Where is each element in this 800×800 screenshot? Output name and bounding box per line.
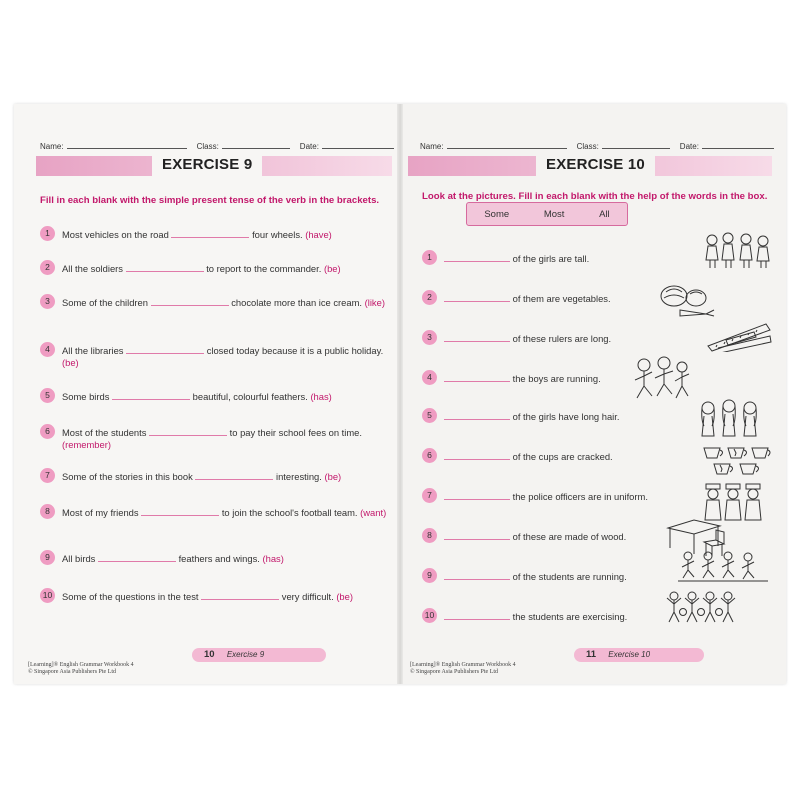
- question-text: [62, 344, 392, 369]
- cups-picture: [700, 444, 772, 480]
- question-number-badge: 8: [40, 504, 55, 519]
- verb-hint: (has): [262, 553, 284, 564]
- question-number-badge: 1: [40, 226, 55, 241]
- question-text: [444, 610, 674, 623]
- question-text: [62, 262, 392, 275]
- credits-title: [Learning]® English Grammar Workbook 4: [28, 662, 134, 668]
- exercise-9-instruction: Fill in each blank with the simple present tense of the verb in the brackets.: [40, 195, 380, 206]
- date-label: Date:: [679, 142, 699, 151]
- answer-blank[interactable]: [444, 490, 510, 500]
- name-label: Name:: [420, 142, 444, 151]
- question-text: [444, 530, 674, 543]
- date-label: Date:: [299, 142, 319, 151]
- question-number-badge: 6: [40, 424, 55, 439]
- question-text: [444, 410, 674, 423]
- rulers-picture: [706, 320, 772, 352]
- question-number-badge: 1: [422, 250, 437, 265]
- question-text-before: All the libraries: [62, 345, 124, 356]
- answer-blank[interactable]: [444, 410, 510, 420]
- question-text-body: of them are vegetables.: [512, 293, 611, 304]
- right-credits: [410, 662, 516, 676]
- question-number-badge: 6: [422, 448, 437, 463]
- word-box-some: Some: [484, 208, 510, 220]
- question-text-body: of the girls have long hair.: [512, 411, 620, 422]
- question-text-body: of the cups are cracked.: [512, 451, 613, 462]
- exercise-10-instruction: Look at the pictures. Fill in each blank with the help of the words in the box.: [422, 191, 768, 202]
- answer-blank[interactable]: [151, 296, 229, 306]
- question-text-body: the police officers are in uniform.: [512, 491, 648, 502]
- name-blank[interactable]: [67, 140, 187, 149]
- question-number-badge: 3: [422, 330, 437, 345]
- left-footer: [192, 648, 326, 662]
- verb-hint: (want): [360, 507, 387, 518]
- running-students-picture: [678, 550, 768, 584]
- question-text-after: feathers and wings.: [178, 553, 260, 564]
- answer-blank[interactable]: [112, 390, 190, 400]
- question-text: [62, 470, 392, 483]
- question-text: [62, 506, 392, 519]
- answer-blank[interactable]: [444, 292, 510, 302]
- question-text: [62, 426, 392, 451]
- question-text: [444, 292, 674, 305]
- question-text-body: of these are made of wood.: [512, 531, 627, 542]
- question-number-badge: 10: [422, 608, 437, 623]
- answer-blank[interactable]: [149, 426, 227, 436]
- answer-blank[interactable]: [444, 610, 510, 620]
- question-text-after: to pay their school fees on time.: [229, 427, 363, 438]
- right-page: [400, 104, 786, 684]
- question-text-before: Some of the children: [62, 297, 148, 308]
- answer-blank[interactable]: [171, 228, 249, 238]
- question-number-badge: 8: [422, 528, 437, 543]
- question-number-badge: 5: [422, 408, 437, 423]
- exercise-10-title: EXERCISE 10: [536, 152, 655, 178]
- answer-blank[interactable]: [98, 552, 176, 562]
- workbook-spread: [14, 104, 786, 684]
- name-label: Name:: [40, 142, 64, 151]
- exercising-students-picture: [666, 588, 742, 630]
- left-header: [40, 140, 394, 151]
- question-text: [444, 450, 674, 463]
- question-text-before: All the soldiers: [62, 263, 123, 274]
- question-number-badge: 9: [40, 550, 55, 565]
- page-gutter: [397, 104, 403, 684]
- question-number-badge: 4: [422, 370, 437, 385]
- question-text: [62, 296, 392, 309]
- question-text-after: chocolate more than ice cream.: [231, 297, 363, 308]
- answer-blank[interactable]: [141, 506, 219, 516]
- answer-blank[interactable]: [201, 590, 279, 600]
- date-blank[interactable]: [702, 140, 774, 149]
- name-blank[interactable]: [447, 140, 567, 149]
- question-text-before: Most of my friends: [62, 507, 139, 518]
- verb-hint: (remember): [62, 439, 111, 450]
- question-text-body: of these rulers are long.: [512, 333, 612, 344]
- question-number-badge: 9: [422, 568, 437, 583]
- class-blank[interactable]: [602, 140, 670, 149]
- verb-hint: (have): [305, 229, 332, 240]
- answer-blank[interactable]: [126, 344, 204, 354]
- footer-exercise-label: Exercise 9: [226, 650, 265, 659]
- exercise-9-title: EXERCISE 9: [152, 152, 262, 178]
- page-number: 11: [586, 649, 597, 660]
- verb-hint: (be): [62, 357, 79, 368]
- question-text-before: Some of the stories in this book: [62, 471, 193, 482]
- right-footer: [574, 648, 704, 662]
- question-text-after: beautiful, colourful feathers.: [192, 391, 308, 402]
- question-text: [444, 490, 674, 503]
- question-text-after: to report to the commander.: [206, 263, 322, 274]
- credits-title: [Learning]® English Grammar Workbook 4: [410, 662, 516, 668]
- question-text-before: All birds: [62, 553, 96, 564]
- page-number: 10: [204, 649, 215, 660]
- question-text-after: to join the school's football team.: [221, 507, 358, 518]
- answer-blank[interactable]: [444, 530, 510, 540]
- girls-picture: [702, 230, 774, 270]
- answer-blank[interactable]: [126, 262, 204, 272]
- answer-blank[interactable]: [195, 470, 273, 480]
- question-number-badge: 5: [40, 388, 55, 403]
- class-label: Class:: [196, 142, 219, 151]
- word-box-all: All: [599, 208, 610, 220]
- question-text: [444, 252, 674, 265]
- left-credits: [28, 662, 134, 676]
- question-number-badge: 2: [422, 290, 437, 305]
- credits-copyright: © Singapore Asia Publishers Pte Ltd: [410, 669, 499, 675]
- answer-blank[interactable]: [444, 450, 510, 460]
- question-text-after: closed today because it is a public holiday.: [206, 345, 384, 356]
- question-text: [444, 332, 674, 345]
- question-text-before: Some of the questions in the test: [62, 591, 199, 602]
- left-page: [14, 104, 400, 684]
- verb-hint: (has): [310, 391, 332, 402]
- credits-copyright: © Singapore Asia Publishers Pte Ltd: [28, 669, 117, 675]
- word-box: [466, 202, 628, 226]
- answer-blank[interactable]: [444, 372, 510, 382]
- question-text-body: the students are exercising.: [512, 611, 628, 622]
- question-text: [62, 552, 392, 565]
- answer-blank[interactable]: [444, 570, 510, 580]
- question-number-badge: 4: [40, 342, 55, 357]
- footer-exercise-label: Exercise 10: [608, 650, 651, 659]
- question-text: [444, 570, 674, 583]
- question-number-badge: 7: [422, 488, 437, 503]
- question-text-after: four wheels.: [252, 229, 303, 240]
- question-text-body: of the girls are tall.: [512, 253, 590, 264]
- class-label: Class:: [576, 142, 599, 151]
- class-blank[interactable]: [222, 140, 290, 149]
- verb-hint: (like): [364, 297, 385, 308]
- question-text-after: very difficult.: [281, 591, 334, 602]
- right-header: [420, 140, 774, 151]
- question-number-badge: 7: [40, 468, 55, 483]
- question-number-badge: 10: [40, 588, 55, 603]
- vegetables-picture: [658, 280, 718, 320]
- question-number-badge: 3: [40, 294, 55, 309]
- verb-hint: (be): [336, 591, 353, 602]
- question-text-before: Some birds: [62, 391, 110, 402]
- long-hair-girls-picture: [698, 398, 760, 440]
- answer-blank[interactable]: [444, 332, 510, 342]
- question-text-body: of the students are running.: [512, 571, 627, 582]
- verb-hint: (be): [324, 471, 342, 482]
- running-boys-picture: [632, 356, 692, 404]
- word-box-most: Most: [543, 208, 565, 220]
- question-text: [62, 390, 392, 403]
- question-text-before: Most vehicles on the road: [62, 229, 169, 240]
- verb-hint: (be): [323, 263, 341, 274]
- question-text-before: Most of the students: [62, 427, 147, 438]
- question-text: [62, 590, 392, 603]
- question-number-badge: 2: [40, 260, 55, 275]
- question-text: [62, 228, 392, 241]
- question-text-body: the boys are running.: [512, 373, 601, 384]
- question-text-after: interesting.: [276, 471, 322, 482]
- date-blank[interactable]: [322, 140, 394, 149]
- answer-blank[interactable]: [444, 252, 510, 262]
